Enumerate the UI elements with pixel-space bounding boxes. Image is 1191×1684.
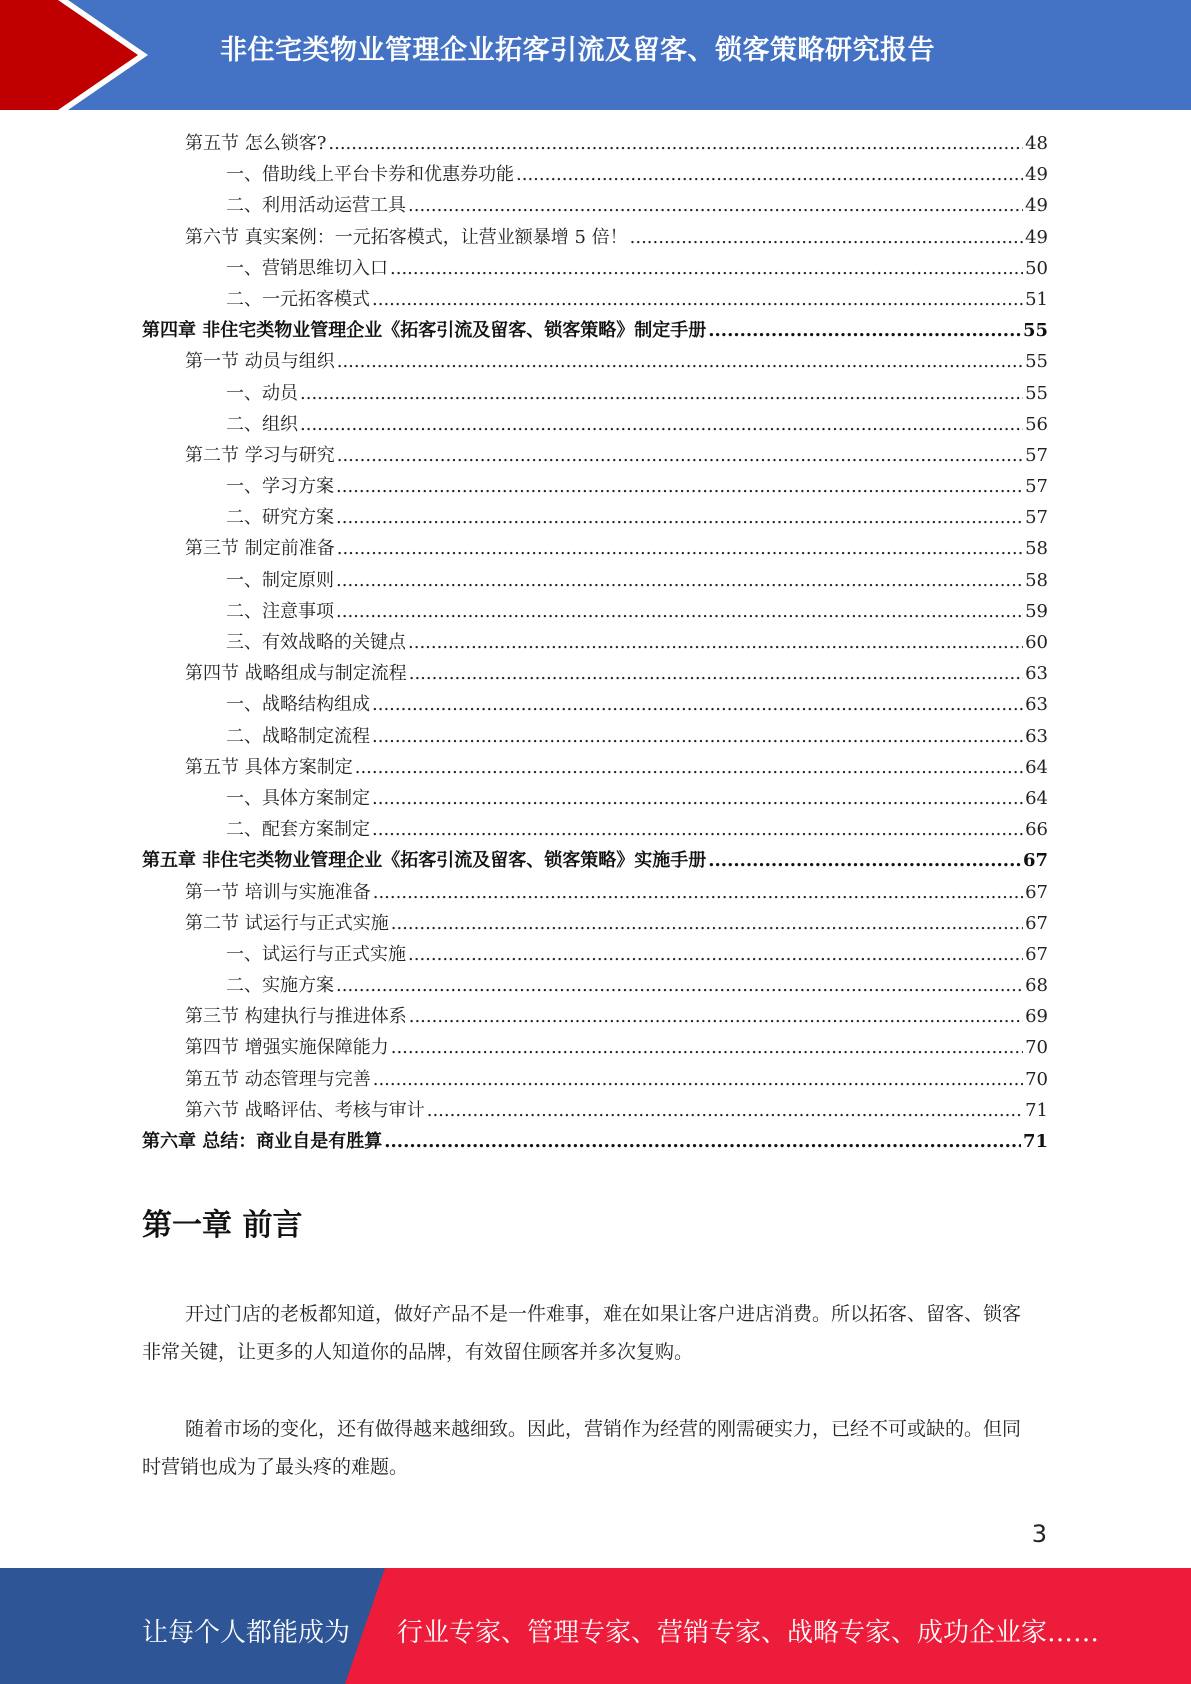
toc-entry-page-number: 48 [1025,133,1048,154]
toc-entry-page-number: 63 [1025,725,1048,747]
toc-entry-title: 第五章 非住宅类物业管理企业《拓客引流及留客、锁客策略》实施手册 [142,850,707,872]
toc-entry-title: 第三节 构建执行与推进体系 [185,1006,407,1028]
toc-entry-title: 第四节 战略组成与制定流程 [185,663,407,685]
toc-entry-title: 第二节 试运行与正式实施 [185,912,389,934]
toc-entry-page-number: 71 [1022,1131,1048,1152]
toc-entry[interactable] [142,378,1048,409]
toc-entry-page-number: 51 [1025,288,1048,310]
toc-entry-page-number: 70 [1025,1068,1048,1090]
toc-entry-title: 第三节 制定前准备 [185,538,335,560]
toc-dot-leader [427,1095,1023,1126]
toc-dot-leader [408,939,1023,970]
toc-dot-leader [409,1001,1023,1032]
toc-entry[interactable] [142,752,1048,783]
toc-entry-page-number: 57 [1025,476,1048,498]
toc-entry-page-number: 49 [1025,164,1048,186]
toc-dot-leader [409,658,1023,689]
toc-entry[interactable] [142,533,1048,564]
toc-entry-title: 二、研究方案 [226,507,334,529]
toc-dot-leader [708,315,1021,346]
toc-dot-leader [336,565,1023,596]
toc-dot-leader [391,908,1023,939]
toc-entry-page-number: 58 [1025,538,1048,560]
toc-entry-title: 二、组织 [226,413,298,435]
toc-entry[interactable] [142,409,1048,440]
toc-entry[interactable] [142,908,1048,939]
toc-entry-page-number: 59 [1025,600,1048,622]
toc-entry-title: 二、利用活动运营工具 [226,195,406,217]
table-of-contents [142,128,1048,1157]
toc-entry-title: 三、有效战略的关键点 [226,632,406,653]
toc-entry-page-number: 55 [1022,320,1048,342]
toc-dot-leader [336,502,1023,533]
toc-entry-page-number: 63 [1025,694,1048,716]
toc-dot-leader [337,533,1023,564]
toc-entry[interactable] [142,689,1048,720]
toc-entry[interactable] [142,627,1048,658]
toc-dot-leader [408,627,1023,658]
toc-entry-title: 第四节 增强实施保障能力 [185,1037,389,1059]
toc-entry-page-number: 55 [1025,382,1048,404]
toc-entry[interactable] [142,814,1048,845]
toc-entry-page-number: 69 [1025,1006,1048,1028]
toc-entry[interactable] [142,1064,1048,1095]
toc-entry[interactable] [142,1001,1048,1032]
toc-entry-page-number: 49 [1025,195,1048,217]
toc-dot-leader [391,1032,1023,1063]
toc-entry-page-number: 50 [1025,257,1048,279]
toc-entry-title: 二、实施方案 [226,975,334,997]
toc-entry[interactable] [142,190,1048,221]
toc-dot-leader [372,689,1023,720]
toc-entry-title: 一、营销思维切入口 [226,257,388,279]
toc-entry-title: 第六章 总结：商业自是有胜算 [142,1131,383,1152]
toc-entry-title: 第五节 具体方案制定 [185,756,353,778]
toc-dot-leader [300,378,1023,409]
toc-entry-page-number: 71 [1025,1099,1048,1121]
toc-entry-title: 第五节 怎么锁客? [185,133,327,154]
toc-entry-title: 第六节 真实案例：一元拓客模式，让营业额暴增 5 倍！ [185,226,628,248]
toc-entry-title: 第四章 非住宅类物业管理企业《拓客引流及留客、锁客策略》制定手册 [142,320,707,342]
toc-entry[interactable] [142,253,1048,284]
toc-entry[interactable] [142,471,1048,502]
toc-entry[interactable] [142,440,1048,471]
toc-entry-page-number: 68 [1025,975,1048,997]
toc-dot-leader [373,1064,1023,1095]
toc-entry[interactable] [142,565,1048,596]
toc-entry-page-number: 60 [1025,632,1048,653]
toc-entry[interactable] [142,284,1048,315]
toc-entry-page-number: 58 [1025,569,1048,591]
toc-entry[interactable] [142,315,1048,346]
toc-entry[interactable] [142,845,1048,876]
toc-entry[interactable] [142,1126,1048,1157]
toc-entry-title: 一、借助线上平台卡券和优惠券功能 [226,164,514,186]
toc-dot-leader [384,1126,1021,1157]
toc-entry[interactable] [142,783,1048,814]
toc-dot-leader [336,471,1023,502]
toc-dot-leader [328,128,1023,159]
toc-entry[interactable] [142,346,1048,377]
toc-dot-leader [337,440,1023,471]
header-title: 非住宅类物业管理企业拓客引流及留客、锁客策略研究报告 [220,35,935,66]
header-banner [0,0,1191,110]
toc-dot-leader [630,222,1023,253]
body-paragraph-1: 开过门店的老板都知道，做好产品不是一件难事，难在如果让客户进店消费。所以拓客、留客、锁客非常关键，让更多的人知道你的品牌，有效留住顾客并多次复购。 [142,1303,1022,1363]
toc-dot-leader [372,284,1023,315]
toc-entry-title: 一、学习方案 [226,476,334,498]
toc-entry[interactable] [142,970,1048,1001]
toc-dot-leader [372,721,1023,752]
toc-entry-title: 一、动员 [226,382,298,404]
toc-entry-page-number: 67 [1025,943,1048,965]
toc-entry[interactable] [142,1095,1048,1126]
toc-dot-leader [372,814,1023,845]
footer-slogan-right: 行业专家、管理专家、营销专家、战略专家、成功企业家…… [397,1618,1100,1648]
toc-dot-leader [300,409,1023,440]
toc-entry[interactable] [142,502,1048,533]
toc-entry[interactable] [142,128,1048,159]
toc-entry[interactable] [142,222,1048,253]
toc-entry[interactable] [142,939,1048,970]
toc-dot-leader [355,752,1023,783]
toc-entry-page-number: 63 [1025,663,1048,685]
toc-entry-page-number: 64 [1025,756,1048,778]
toc-entry[interactable] [142,658,1048,689]
toc-entry-page-number: 57 [1025,507,1048,529]
toc-entry-page-number: 70 [1025,1037,1048,1059]
toc-entry-page-number: 67 [1022,850,1048,872]
toc-entry[interactable] [142,721,1048,752]
toc-entry-title: 第一节 动员与组织 [185,351,335,373]
toc-entry-title: 二、配套方案制定 [226,819,370,841]
toc-entry-title: 二、一元拓客模式 [226,288,370,310]
toc-dot-leader [336,596,1023,627]
toc-entry-title: 第二节 学习与研究 [185,444,335,466]
toc-entry-page-number: 57 [1025,444,1048,466]
toc-entry-title: 一、试运行与正式实施 [226,943,406,965]
toc-entry[interactable] [142,596,1048,627]
toc-entry-title: 二、注意事项 [226,600,334,622]
footer-slogan-left: 让每个人都能成为 [142,1618,351,1648]
footer-banner [0,1568,1191,1684]
toc-dot-leader [708,845,1021,876]
toc-entry[interactable] [142,159,1048,190]
toc-dot-leader [372,783,1023,814]
toc-entry-title: 第一节 培训与实施准备 [185,881,371,903]
toc-entry-page-number: 67 [1025,912,1048,934]
toc-entry-page-number: 56 [1025,413,1048,435]
toc-entry-page-number: 66 [1025,819,1048,841]
toc-entry-title: 第六节 战略评估、考核与审计 [185,1099,425,1121]
toc-entry-title: 二、战略制定流程 [226,725,370,747]
toc-entry[interactable] [142,877,1048,908]
body-paragraph-2: 随着市场的变化，还有做得越来越细致。因此，营销作为经营的刚需硬实力，已经不可或缺的。但同时营销也成为了最头疼的难题。 [142,1418,1022,1478]
page-number: 3 [1031,1520,1047,1548]
toc-dot-leader [373,877,1023,908]
toc-entry-title: 一、战略结构组成 [226,694,370,716]
toc-entry-title: 第五节 动态管理与完善 [185,1068,371,1090]
toc-dot-leader [336,970,1023,1001]
toc-entry-page-number: 67 [1025,881,1048,903]
toc-entry-title: 一、制定原则 [226,569,334,591]
toc-entry-page-number: 49 [1025,226,1048,248]
toc-dot-leader [337,346,1023,377]
toc-dot-leader [408,190,1023,221]
toc-dot-leader [390,253,1023,284]
toc-entry[interactable] [142,1032,1048,1063]
toc-entry-page-number: 55 [1025,351,1048,373]
toc-entry-title: 一、具体方案制定 [226,787,370,809]
chapter-title: 第一章 前言 [142,1208,303,1243]
toc-dot-leader [516,159,1023,190]
toc-entry-page-number: 64 [1025,787,1048,809]
